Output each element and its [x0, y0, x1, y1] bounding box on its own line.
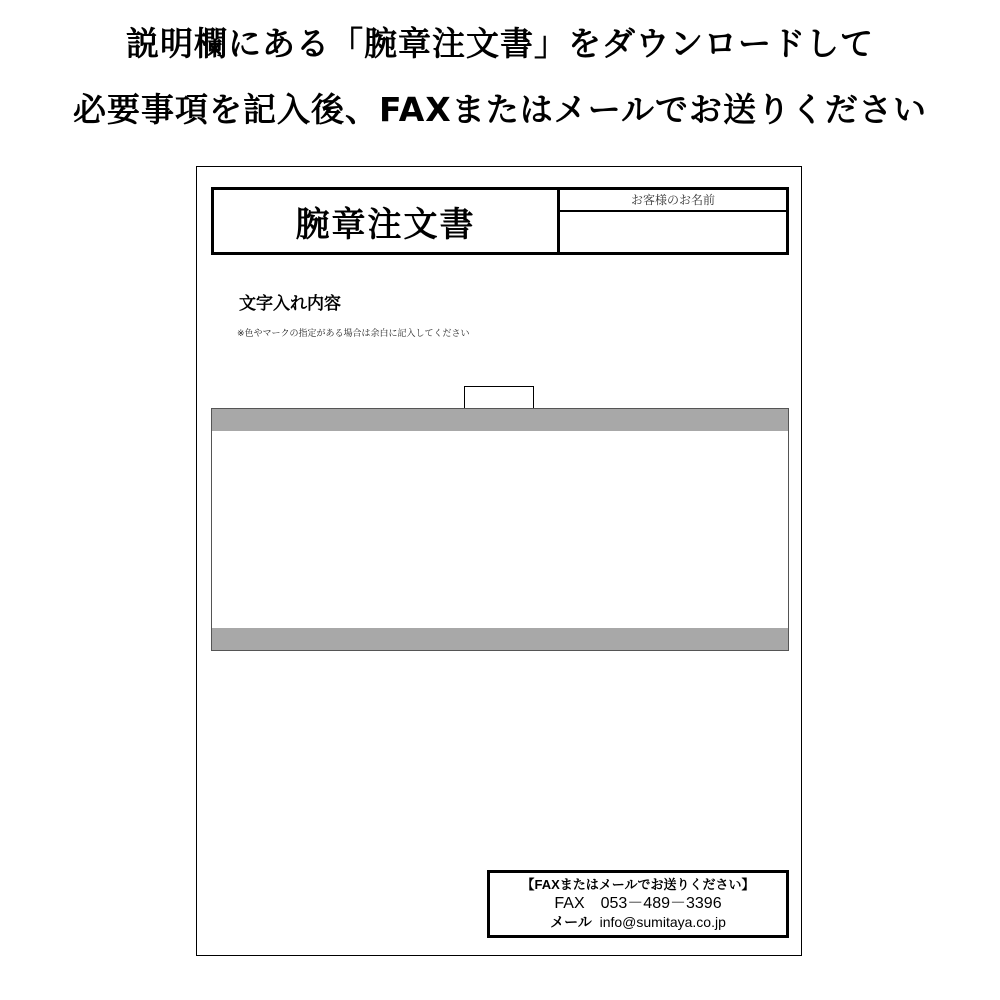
lettering-area[interactable] — [212, 431, 788, 628]
form-title: 腕章注文書 — [214, 190, 560, 252]
fax-number: FAX 053－489－3396 — [554, 895, 722, 912]
armband-tab — [464, 386, 534, 408]
mail-address[interactable]: info@sumitaya.co.jp — [599, 914, 726, 930]
customer-name-label: お客様のお名前 — [560, 190, 786, 212]
contact-heading: 【FAXまたはメールでお送りください】 — [521, 877, 755, 892]
title-box — [211, 187, 789, 255]
mail-line — [490, 913, 786, 932]
instruction-line-1: 説明欄にある「腕章注文書」をダウンロードして — [126, 24, 874, 63]
lettering-note: ※色やマークの指定がある場合は余白に記入してください — [237, 329, 470, 339]
armband-diagram — [211, 408, 789, 651]
armband-bottom-stripe — [212, 628, 788, 650]
customer-name-field[interactable] — [560, 212, 786, 252]
lettering-heading: 文字入れ内容 — [239, 294, 341, 314]
armband-top-stripe — [212, 409, 788, 431]
instruction-line-2: 必要事項を記入後、FAXまたはメールでお送りください — [72, 90, 928, 129]
order-form-sheet — [196, 166, 802, 956]
mail-label: メール — [550, 914, 592, 930]
contact-box — [487, 870, 789, 938]
